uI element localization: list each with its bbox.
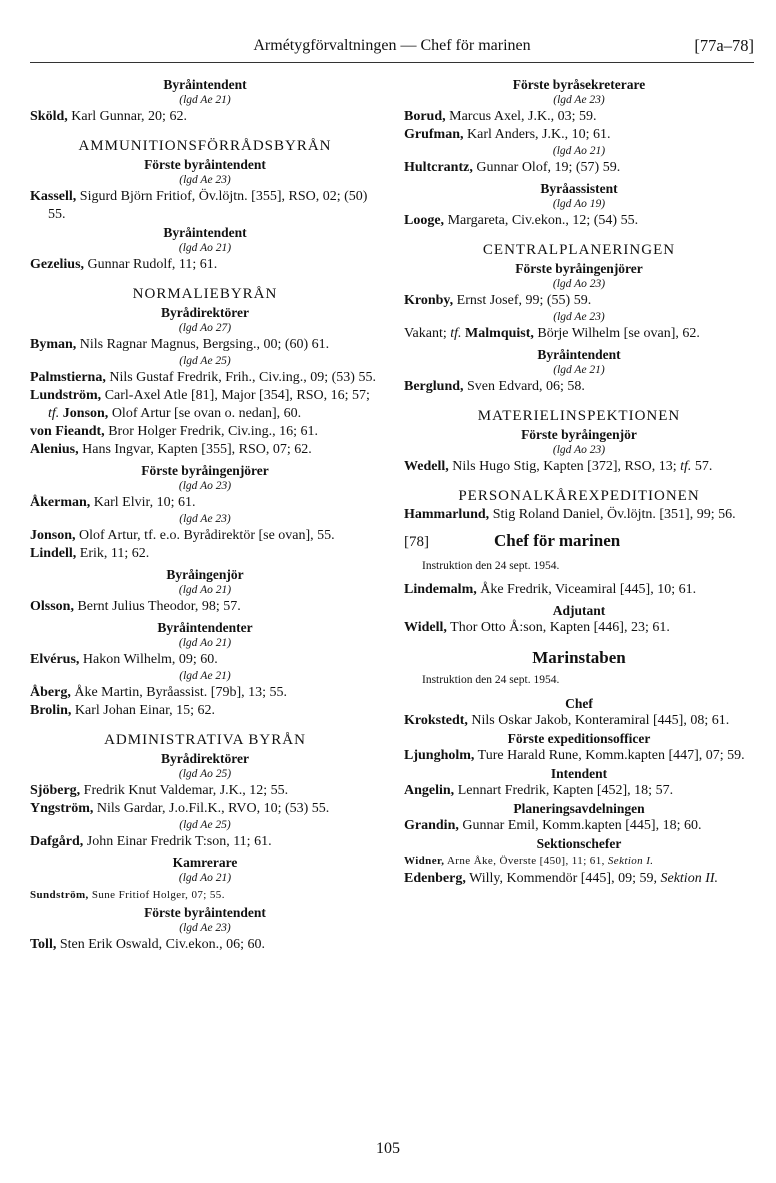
salary-grade: (lgd Ao 23) [552,444,606,456]
personnel-entry [30,651,380,669]
rank-heading: Byråintendent [163,225,247,240]
salary-grade: (lgd Ao 21) [178,242,232,254]
entry-details: Karl Elvir, 10; 61. [90,495,196,510]
acting-marker: tf. [450,326,462,341]
salary-grade: (lgd Ao 23) [178,480,232,492]
salary-grade: (lgd Ae 23) [553,94,605,106]
surname: Wedell, [404,459,449,474]
entry-details: Nils Ragnar Magnus, Bergsing., 00; (60) 61. [76,337,330,352]
personnel-entry [404,506,754,524]
entry-details: Sten Erik Oswald, Civ.ekon., 06; 60. [56,937,266,952]
surname: Lindell, [30,546,77,561]
entry-details: Nils Hugo Stig, Kapten [372], RSO, 13; [448,459,681,474]
personnel-entry [30,387,380,423]
instruction-note: Instruktion den 24 sept. 1954. [422,560,560,572]
section-assignment: Sektion I. [607,855,654,867]
surname: Malmquist, [461,326,534,341]
personnel-entry [404,712,754,730]
personnel-entry [404,378,754,396]
surname: Sköld, [30,109,68,124]
surname: von Fieandt, [30,424,105,439]
entry-details: Gunnar Rudolf, 11; 61. [84,257,218,272]
personnel-entry [404,782,754,800]
rank-heading: Byråassistent [540,181,618,196]
entry-details: Ernst Josef, 99; (55) 59. [453,293,592,308]
entry-details: Sune Fritiof Holger, 07; 55. [88,889,225,901]
surname: Hultcrantz, [404,160,473,175]
entry-details: Willy, Kommendör [445], 09; 59, [465,871,661,886]
surname: Palmstierna, [30,370,106,385]
salary-grade: (lgd Ao 23) [552,278,606,290]
entry-details: Nils Oskar Jakob, Konteramiral [445], 08; 61. [467,713,730,728]
personnel-entry [30,800,380,818]
department-heading: AMMUNITIONSFÖRRÅDSBYRÅN [78,138,332,154]
rank-heading: Byrådirektörer [161,305,249,320]
rank-heading: Förste byråsekreterare [512,77,646,92]
entry-details: Karl Johan Einar, 15; 62. [71,703,216,718]
personnel-entry [30,702,380,720]
salary-grade: (lgd Ae 25) [179,819,231,831]
department-heading: PERSONALKÅREXPEDITIONEN [458,488,700,504]
surname: Lundström, [30,388,102,403]
instruction-note: Instruktion den 24 sept. 1954. [422,674,560,686]
department-heading: ADMINISTRATIVA BYRÅN [104,732,306,748]
page-number: 105 [376,1140,400,1157]
surname: Alenius, [30,442,79,457]
personnel-entry [30,936,380,954]
personnel-entry [404,458,754,476]
surname: Hammarlund, [404,507,490,522]
running-title: Armétygförvaltningen — Chef för marinen [253,37,531,54]
personnel-entry [30,336,380,354]
entry-details: Bernt Julius Theodor, 98; 57. [73,599,241,614]
department-heading: NORMALIEBYRÅN [132,286,278,302]
surname: Borud, [404,109,446,124]
entry-details: Hans Ingvar, Kapten [355], RSO, 07; 62. [78,442,312,457]
surname: Jonson, [30,528,76,543]
salary-grade: (lgd Ae 25) [179,355,231,367]
surname: Grufman, [404,127,464,142]
entry-details: Gunnar Emil, Komm.kapten [445], 18; 60. [458,818,702,833]
rank-heading: Byråintendent [537,347,621,362]
rank-heading: Förste byråintendent [144,905,266,920]
entry-details: Stig Roland Daniel, Öv.löjtn. [351], 99; 56. [489,507,736,522]
personnel-entry [30,256,380,274]
personnel-entry [30,527,380,545]
surname: Widner, [404,855,445,867]
personnel-entry [404,870,754,888]
surname: Toll, [30,937,57,952]
surname: Åkerman, [30,495,91,510]
personnel-entry [404,292,754,310]
surname: Sjöberg, [30,783,81,798]
rank-heading: Kamrerare [172,855,238,870]
acting-marker: tf. [680,459,692,474]
rank-heading: Chef [565,696,593,711]
rank-heading: Förste byråingenjör [521,427,637,442]
personnel-entry [30,441,380,459]
section-title: Chef för marinen [494,531,621,550]
surname: Brolin, [30,703,72,718]
entry-details: Lennart Fredrik, Kapten [452], 18; 57. [454,783,674,798]
entry-details: John Einar Fredrik T:son, 11; 61. [83,834,272,849]
rank-heading: Intendent [550,766,608,781]
vacancy-label: Vakant; [404,326,451,341]
rank-heading: Sektionschefer [536,836,622,851]
surname: Edenberg, [404,871,466,886]
surname: Widell, [404,620,447,635]
surname: Angelin, [404,783,455,798]
personnel-entry [404,159,754,177]
surname: Ljungholm, [404,748,475,763]
personnel-entry [404,581,754,599]
subsection-title: Marinstaben [532,648,626,667]
personnel-entry [30,684,380,702]
left-column [30,76,380,954]
salary-grade: (lgd Ao 21) [552,145,606,157]
entry-details: Fredrik Knut Valdemar, J.K., 12; 55. [80,783,289,798]
personnel-entry [30,833,380,851]
entry-details: Erik, 11; 62. [76,546,150,561]
surname: Sundström, [30,889,89,901]
surname: Berglund, [404,379,464,394]
personnel-entry [30,188,380,224]
running-header [30,36,754,63]
entry-details: Marcus Axel, J.K., 03; 59. [445,109,597,124]
acting-marker: tf. [48,406,60,421]
surname: Kassell, [30,189,77,204]
surname: Lindemalm, [404,582,477,597]
surname: Elvérus, [30,652,80,667]
salary-grade: (lgd Ao 27) [178,322,232,334]
entry-details: Åke Martin, Byråassist. [79b], 13; 55. [70,685,288,700]
surname: Byman, [30,337,77,352]
personnel-entry [404,212,754,230]
personnel-entry [30,598,380,616]
right-column [404,76,754,888]
entry-details: Nils Gardar, J.o.Fil.K., RVO, 10; (53) 55. [93,801,330,816]
entry-details: Olof Artur [se ovan o. nedan], 60. [108,406,302,421]
entry-details: Arne Åke, Överste [450], 11; 61, [444,855,608,867]
salary-grade: (lgd Ae 23) [179,922,231,934]
rank-heading: Förste byråintendent [144,157,266,172]
personnel-entry [404,817,754,835]
personnel-entry [30,494,380,512]
entry-details: Thor Otto Å:son, Kapten [446], 23; 61. [446,620,670,635]
section-assignment: Sektion II. [660,871,719,886]
section-heading [404,532,754,551]
section-reference: [77a–78] [694,36,754,55]
salary-grade: (lgd Ae 23) [553,311,605,323]
entry-details: Ture Harald Rune, Komm.kapten [447], 07; 59. [474,748,745,763]
entry-details: Sven Edvard, 06; 58. [463,379,585,394]
entry-details: Karl Gunnar, 20; 62. [67,109,187,124]
personnel-entry [30,108,380,126]
salary-grade: (lgd Ao 21) [178,584,232,596]
salary-grade: (lgd Ae 23) [179,513,231,525]
surname: Looge, [404,213,445,228]
rank-heading: Byrådirektörer [161,751,249,766]
entry-details: Åke Fredrik, Viceamiral [445], 10; 61. [476,582,697,597]
department-heading: CENTRALPLANERINGEN [482,242,676,258]
rank-heading: Förste expeditionsofficer [507,731,651,746]
personnel-entry [30,369,380,387]
entry-details: Margareta, Civ.ekon., 12; (54) 55. [444,213,639,228]
salary-grade: (lgd Ao 25) [178,768,232,780]
surname: Krokstedt, [404,713,468,728]
entry-details: Bror Holger Fredrik, Civ.ing., 16; 61. [104,424,319,439]
personnel-entry [404,325,754,343]
personnel-entry [404,619,754,637]
entry-details: Carl-Axel Atle [81], Major [354], RSO, 16; 57; [101,388,370,403]
entry-details: Olof Artur, tf. e.o. Byrådirektör [se ovan], 55. [75,528,335,543]
personnel-entry [404,852,754,870]
entry-details: Hakon Wilhelm, 09; 60. [79,652,218,667]
entry-details: 57. [691,459,713,474]
personnel-entry [30,545,380,563]
entry-details: Gunnar Olof, 19; (57) 59. [472,160,621,175]
personnel-entry [404,126,754,144]
personnel-entry [30,886,380,904]
personnel-entry [30,423,380,441]
entry-details: Sigurd Björn Fritiof, Öv.löjtn. [355], RSO, 02; (50) 55. [48,189,368,222]
section-number: [78] [404,534,429,550]
cross-reference-name: Jonson, [59,406,109,421]
salary-grade: (lgd Ae 23) [179,174,231,186]
salary-grade: (lgd Ao 19) [552,198,606,210]
entry-details: Karl Anders, J.K., 10; 61. [463,127,611,142]
surname: Dafgård, [30,834,84,849]
rank-heading: Byråingenjör [166,567,244,582]
rank-heading: Byråintendenter [157,620,253,635]
rank-heading: Förste byråingenjörer [141,463,269,478]
rank-heading: Byråintendent [163,77,247,92]
rank-heading: Adjutant [552,603,606,618]
salary-grade: (lgd Ae 21) [179,670,231,682]
surname: Grandin, [404,818,459,833]
salary-grade: (lgd Ae 21) [179,94,231,106]
surname: Yngström, [30,801,94,816]
entry-details: Nils Gustaf Fredrik, Frih., Civ.ing., 09; (53) 55. [105,370,376,385]
salary-grade: (lgd Ae 21) [553,364,605,376]
entry-details: Börje Wilhelm [se ovan], 62. [533,326,700,341]
personnel-entry [404,747,754,765]
surname: Olsson, [30,599,74,614]
surname: Gezelius, [30,257,85,272]
department-heading: MATERIELINSPEKTIONEN [477,408,681,424]
surname: Kronby, [404,293,454,308]
personnel-entry [30,782,380,800]
salary-grade: (lgd Ao 21) [178,637,232,649]
rank-heading: Planeringsavdelningen [513,801,645,816]
rank-heading: Förste byråingenjörer [515,261,643,276]
salary-grade: (lgd Ao 21) [178,872,232,884]
surname: Åberg, [30,685,71,700]
personnel-entry [404,108,754,126]
